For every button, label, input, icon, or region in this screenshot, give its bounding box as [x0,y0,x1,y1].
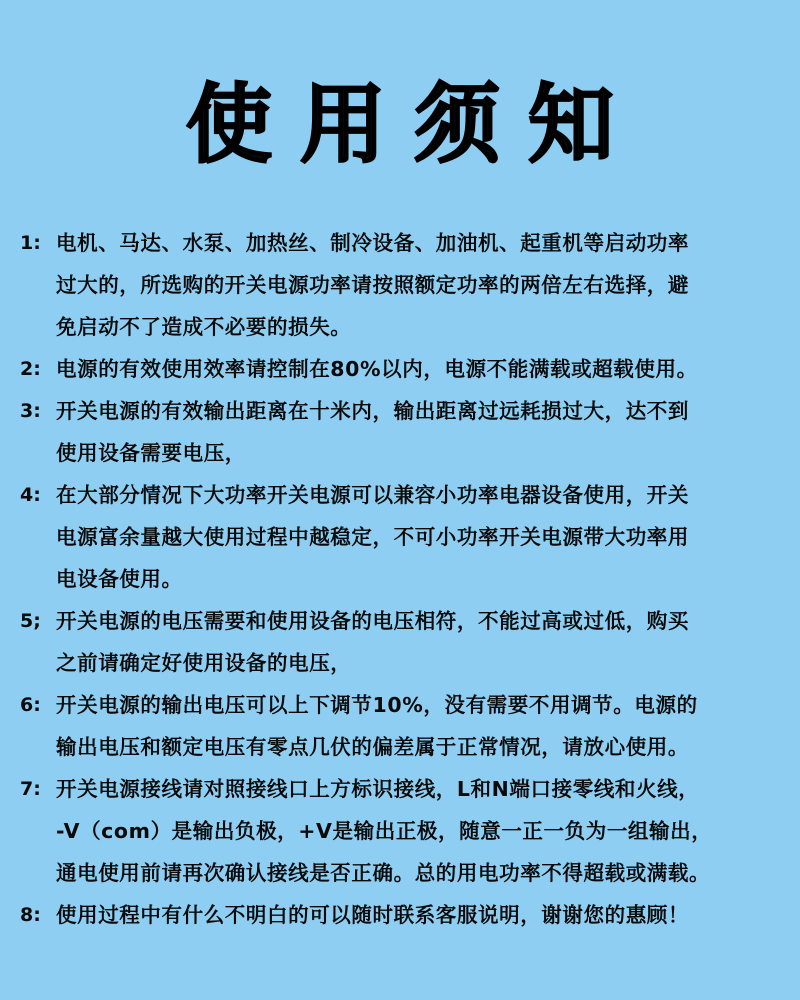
note-item-6 [20,684,790,768]
note-item-5 [20,600,790,684]
note-line: 电机、马达、水泵、加热丝、制冷设备、加油机、起重机等启动功率 [56,231,689,255]
note-item-3 [20,390,790,474]
usage-notes-list [20,222,790,936]
note-number: 7: [20,778,41,800]
note-line: 电源富余量越大使用过程中越稳定，不可小功率开关电源带大功率用 [56,525,689,549]
note-line: 免启动不了造成不必要的损失。 [56,315,352,339]
note-line: 开关电源的有效输出距离在十米内，输出距离过远耗损过大，达不到 [56,399,689,423]
note-line: 电设备使用。 [56,567,183,591]
note-item-7 [20,768,790,894]
note-line: 过大的，所选购的开关电源功率请按照额定功率的两倍左右选择，避 [56,273,689,297]
note-number: 3: [20,400,41,422]
note-line: 之前请确定好使用设备的电压， [56,651,352,675]
note-number: 6: [20,694,41,716]
note-line: 使用设备需要电压， [56,441,246,465]
note-line: 通电使用前请再次确认接线是否正确。总的用电功率不得超载或满载。 [56,861,711,885]
note-line: 开关电源的输出电压可以上下调节10%，没有需要不用调节。电源的 [56,693,698,717]
page-title: 使用须知 [186,75,642,175]
note-line: 使用过程中有什么不明白的可以随时联系客服说明，谢谢您的惠顾！ [56,903,689,927]
note-item-4 [20,474,790,600]
note-line: 电源的有效使用效率请控制在80%以内，电源不能满载或超载使用。 [56,357,698,381]
note-item-1 [20,222,790,348]
note-item-8 [20,894,790,936]
note-item-2 [20,348,790,390]
note-number: 8: [20,904,41,926]
note-line: -V（com）是输出负极，+V是输出正极，随意一正一负为一组输出， [56,819,713,843]
note-line: 输出电压和额定电压有零点几伏的偏差属于正常情况，请放心使用。 [56,735,689,759]
note-line: 开关电源的电压需要和使用设备的电压相符，不能过高或过低，购买 [56,609,689,633]
note-number: 2: [20,358,41,380]
note-line: 在大部分情况下大功率开关电源可以兼容小功率电器设备使用，开关 [56,483,689,507]
note-line: 开关电源接线请对照接线口上方标识接线，L和N端口接零线和火线， [56,777,700,801]
note-number: 4: [20,484,41,506]
note-number: 5; [20,610,41,632]
note-number: 1: [20,232,41,254]
